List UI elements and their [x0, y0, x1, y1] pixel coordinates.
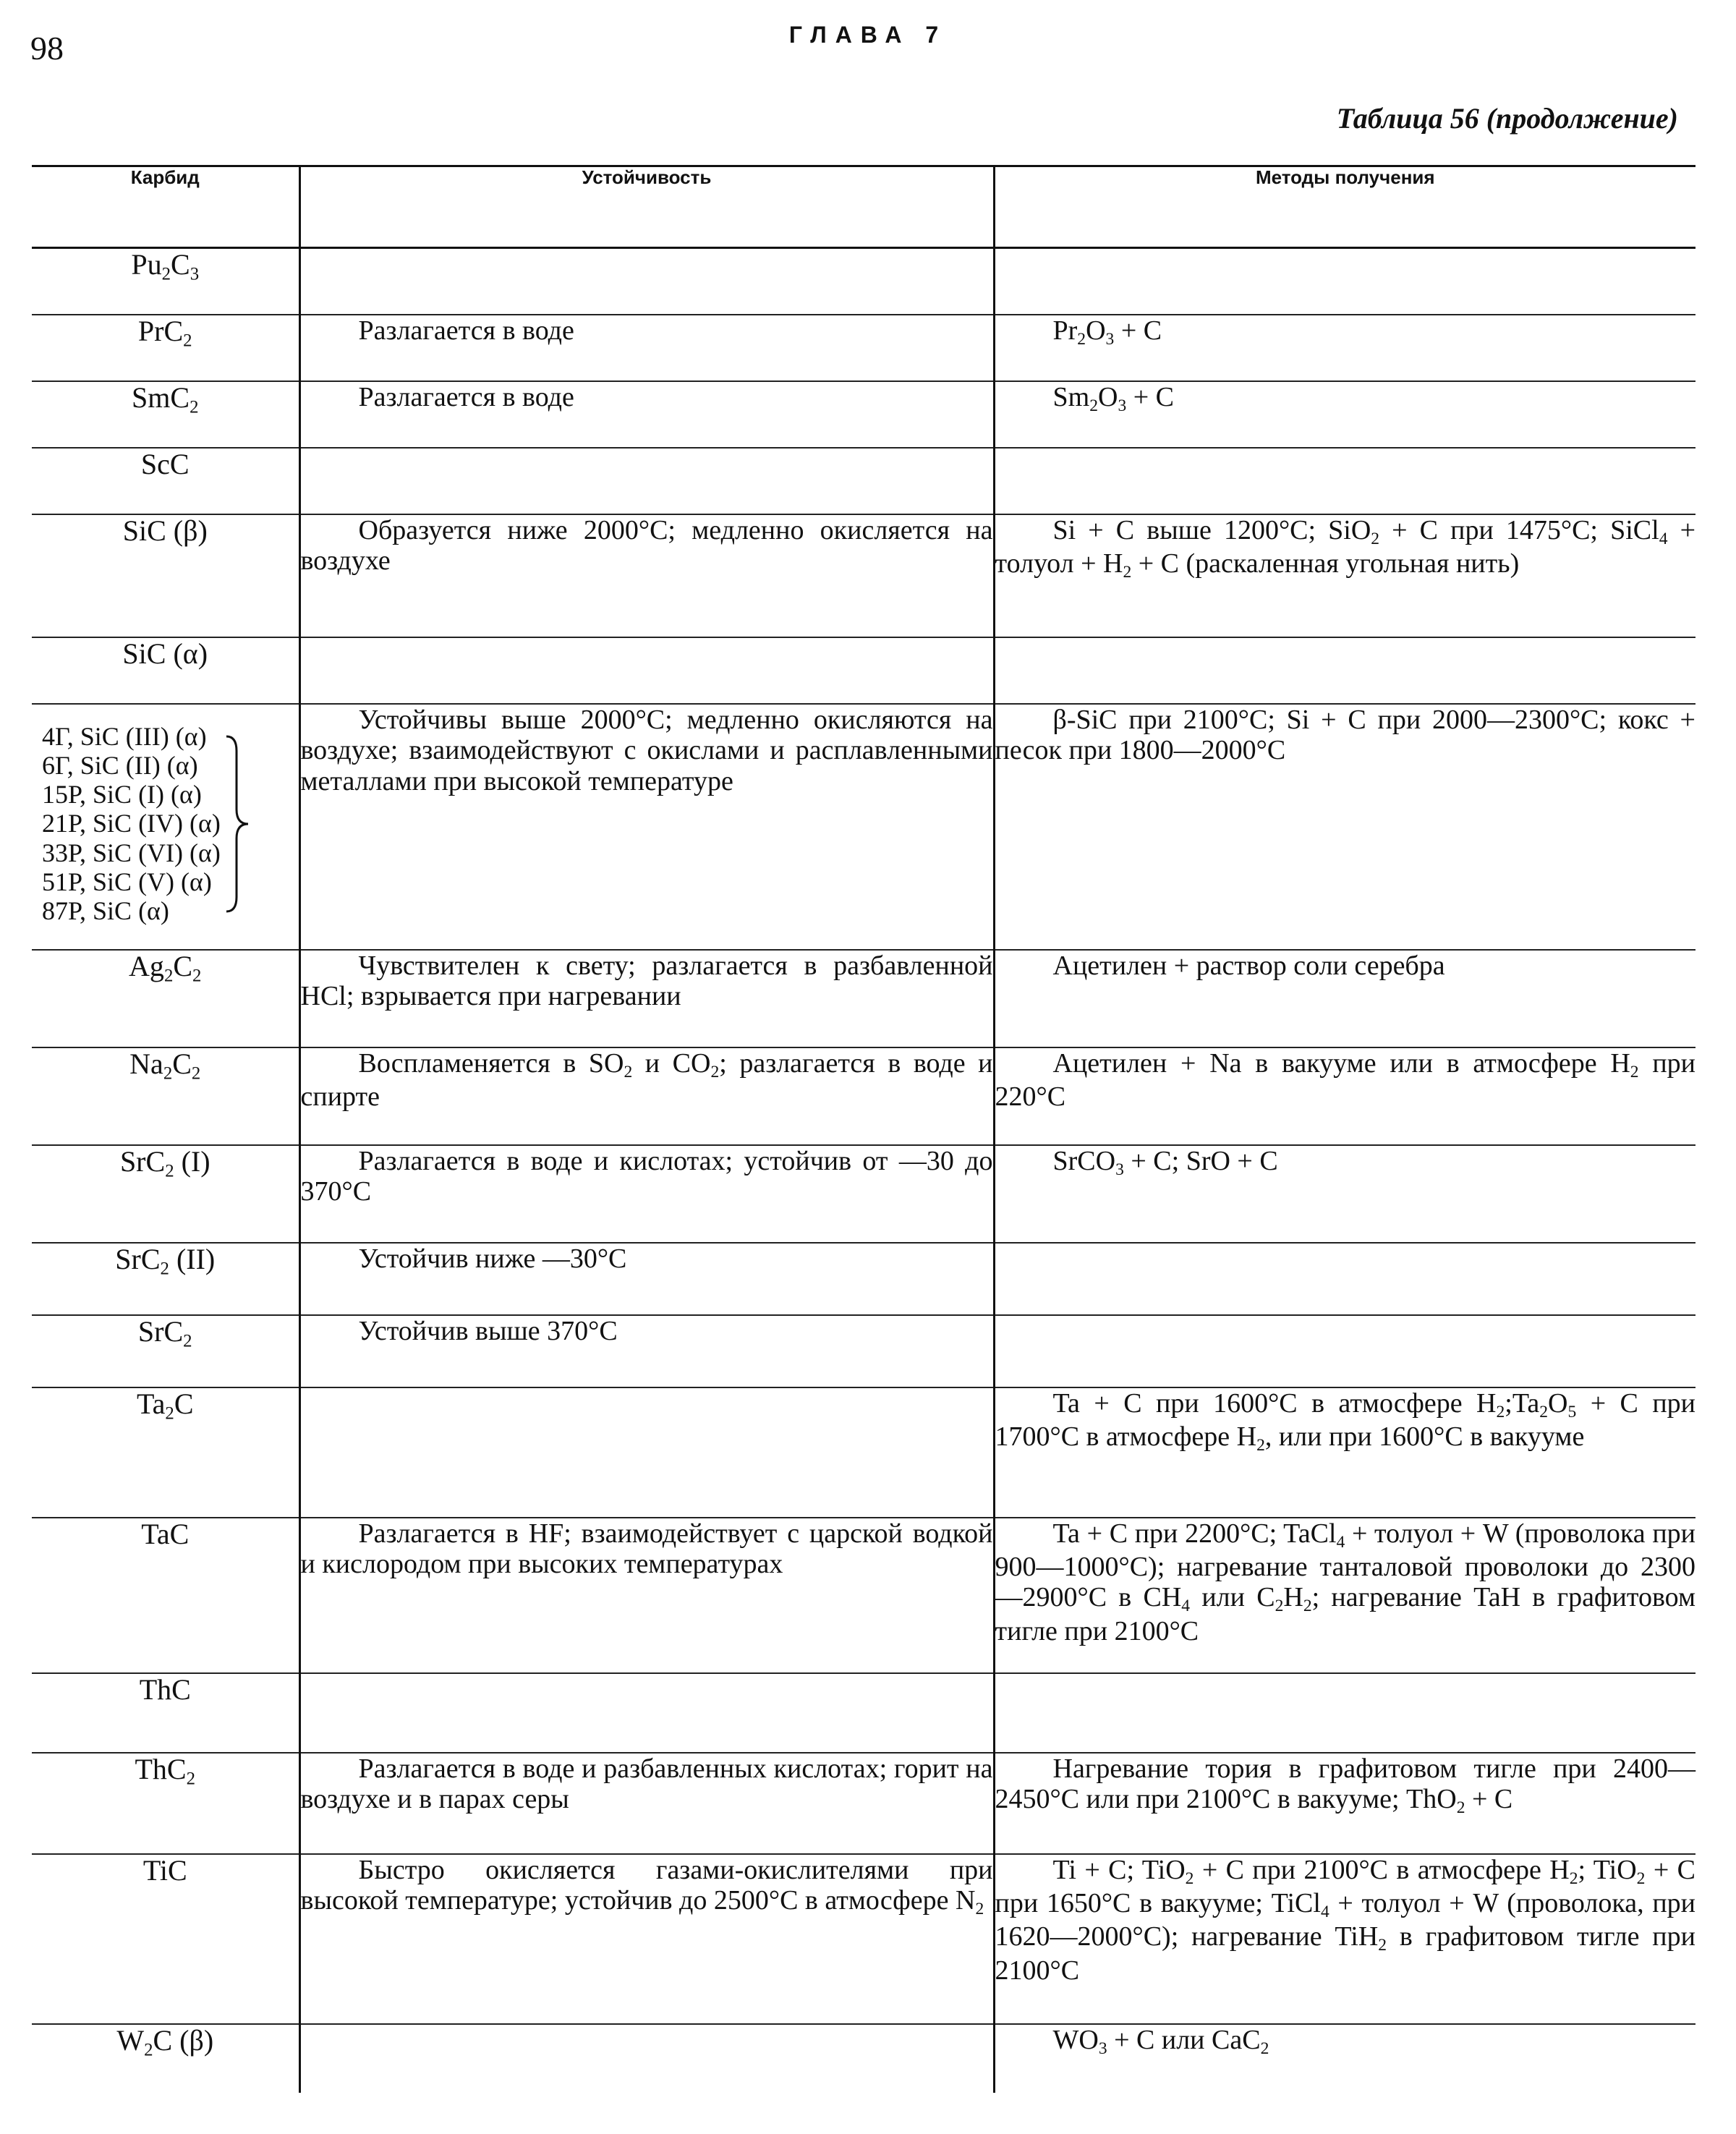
- carbide-cell: TiC: [32, 1854, 299, 2024]
- carbide-cell: ThC$_2$: [32, 1753, 299, 1854]
- table-row: [32, 315, 1695, 381]
- stability-cell: [299, 248, 994, 315]
- carbide-cell: TaC: [32, 1518, 299, 1673]
- polytype-item: 87P, SiC (α): [42, 896, 169, 926]
- stability-cell: Устойчив выше 370°C: [299, 1315, 994, 1387]
- methods-cell: SrCO$_3$ + C; SrO + C: [994, 1145, 1695, 1243]
- carbide-cell: $Ag_2C_2$: [32, 950, 299, 1047]
- methods-cell: β-SiC при 2100°C; Si + C при 2000—2300°C; кокс + песок при 1800—2000°C: [994, 704, 1695, 950]
- methods-cell: [994, 1673, 1695, 1753]
- stability-cell: Разлагается в воде и кислотах; устойчив от —30 до 370°C: [299, 1145, 994, 1243]
- table-header-row: [32, 166, 1695, 248]
- methods-cell: $Sm_2O_3 + C$: [994, 381, 1695, 448]
- stability-cell: Устойчив ниже —30°C: [299, 1243, 994, 1315]
- polytype-item: 6Г, SiC (II) (α): [42, 750, 198, 780]
- table-row: [32, 248, 1695, 315]
- table-row: [32, 950, 1695, 1047]
- table-row: [32, 1243, 1695, 1315]
- page-number: 98: [30, 30, 64, 67]
- methods-cell: Ti + C; TiO$_2$ + C при 2100°C в атмосфере $H_2$; TiO$_2$ + C при 1650°C в вакууме; TiCl$_4$ + толуол + W (проволока, при 1620—2000°C); нагревание TiH$_2$ в графитовом тигле при 2100°C: [994, 1854, 1695, 2024]
- table-row: [32, 514, 1695, 637]
- methods-cell: [994, 448, 1695, 514]
- chapter-heading: ГЛАВА 7: [788, 22, 948, 48]
- stability-cell: [299, 1387, 994, 1518]
- table-row: [32, 448, 1695, 514]
- carbide-cell: SiC (α): [32, 637, 299, 704]
- polytype-item: 33P, SiC (VI) (α): [42, 838, 221, 867]
- stability-cell: [299, 637, 994, 704]
- carbide-cell: SrC$_2$ (I): [32, 1145, 299, 1243]
- carbide-cell: SrC$_2$ (II): [32, 1243, 299, 1315]
- polytype-item: 51P, SiC (V) (α): [42, 867, 212, 897]
- polytype-item: 4Г, SiC (III) (α): [42, 721, 207, 751]
- stability-cell: Чувствителен к свету; разлагается в разбавленной HCl; взрывается при нагревании: [299, 950, 994, 1047]
- stability-cell: Быстро окисляется газами-окислителями при высокой температуре; устойчив до 2500°C в атмосфере $N_2$: [299, 1854, 994, 2024]
- table-row: [32, 1518, 1695, 1673]
- stability-cell: [299, 1673, 994, 1753]
- polytype-list: [42, 722, 221, 926]
- carbide-cell: $W_2C$ (β): [116, 2023, 214, 2059]
- methods-cell: $WO_3 + C$ или CaC$_2$: [994, 2024, 1695, 2093]
- table-row: [32, 381, 1695, 448]
- methods-cell: Si + C выше 1200°C; SiO$_2$ + C при 1475°C; SiCl$_4$ + толуол + $H_2 + C$ (раскаленная угольная нить): [994, 514, 1695, 637]
- stability-cell: [299, 448, 994, 514]
- table-row: [32, 1673, 1695, 1753]
- carbide-cell: $Na_2C_2$: [32, 1047, 299, 1145]
- table-row: [32, 1854, 1695, 2024]
- table-caption: Таблица 56 (продолжение): [1336, 102, 1678, 135]
- carbide-cell: SiC (β): [32, 514, 299, 637]
- methods-cell: Ta + C при 2200°C; TaCl$_4$ + толуол + W (проволока при 900—1000°C); нагревание танталовой проволоки до 2300—2900°C в $CH_4$ или $C_2H_2$; нагревание TaH в графитовом тигле при 2100°C: [994, 1518, 1695, 1673]
- polytype-item: 21P, SiC (IV) (α): [42, 809, 221, 838]
- table-row: [32, 1047, 1695, 1145]
- curly-brace-icon: [224, 734, 252, 914]
- column-header-carbide: Карбид: [32, 166, 299, 248]
- carbide-cell: ScC: [32, 448, 299, 514]
- methods-cell: [994, 637, 1695, 704]
- methods-cell: Ta + C при 1600°C в атмосфере $H_2;Ta_2O_5 + C$ при 1700°C в атмосфере $H_2$, или при 1600°C в вакууме: [994, 1387, 1695, 1518]
- polytype-item: 15P, SiC (I) (α): [42, 780, 202, 809]
- table-row: [32, 637, 1695, 704]
- stability-cell: Устойчивы выше 2000°C; медленно окисляются на воздухе; взаимодействуют с окислами и расплавленными металлами при высокой температуре: [299, 704, 994, 950]
- carbide-cell: $Ta_2C$: [32, 1387, 299, 1518]
- stability-cell: Разлагается в воде: [299, 315, 994, 381]
- carbides-table: [32, 165, 1695, 2093]
- stability-cell: [299, 2024, 994, 2093]
- column-header-methods: Методы получения: [994, 166, 1695, 248]
- polytype-cell: [32, 704, 299, 950]
- table-row: [32, 1753, 1695, 1854]
- column-header-stability: Устойчивость: [299, 166, 994, 248]
- table-row: [32, 1145, 1695, 1243]
- stability-cell: Воспламеняется в $SO_2$ и $CO_2$; разлагается в воде и спирте: [299, 1047, 994, 1145]
- stability-cell: Разлагается в HF; взаимодействует с царской водкой и кислородом при высоких температурах: [299, 1518, 994, 1673]
- table-row: [32, 1315, 1695, 1387]
- stability-cell: Образуется ниже 2000°C; медленно окисляется на воздухе: [299, 514, 994, 637]
- methods-cell: [994, 248, 1695, 315]
- table-row: [32, 2024, 1695, 2093]
- carbide-cell: SmC$_2$: [32, 381, 299, 448]
- table-row: [32, 1387, 1695, 1518]
- methods-cell: Нагревание тория в графитовом тигле при 2400—2450°C или при 2100°C в вакууме; ThO$_2$ + C: [994, 1753, 1695, 1854]
- table-row: [32, 704, 1695, 950]
- carbide-cell: ThC: [32, 1673, 299, 1753]
- methods-cell: [994, 1243, 1695, 1315]
- stability-cell: Разлагается в воде и разбавленных кислотах; горит на воздухе и в парах серы: [299, 1753, 994, 1854]
- methods-cell: [994, 1315, 1695, 1387]
- methods-cell: Ацетилен + раствор соли серебра: [994, 950, 1695, 1047]
- carbide-cell: SrC$_2$: [32, 1315, 299, 1387]
- stability-cell: Разлагается в воде: [299, 381, 994, 448]
- methods-cell: Ацетилен + Na в вакууме или в атмосфере $H_2$ при 220°C: [994, 1047, 1695, 1145]
- carbide-cell: PrC$_2$: [32, 315, 299, 381]
- carbide-cell: $Pu_2C_3$: [32, 248, 299, 315]
- methods-cell: $Pr_2O_3 + C$: [994, 315, 1695, 381]
